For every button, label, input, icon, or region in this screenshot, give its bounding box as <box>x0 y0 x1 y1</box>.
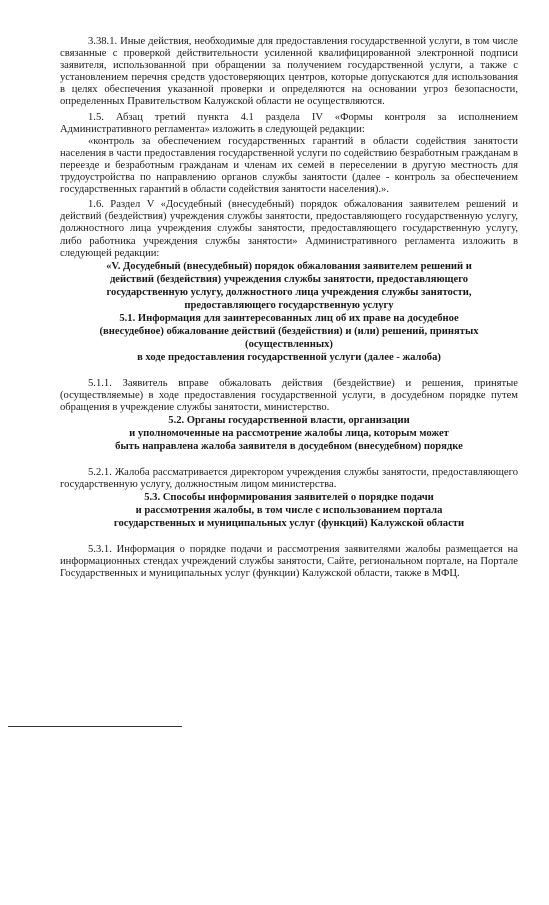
heading-line: и уполномоченные на рассмотрение жалобы лица, которым может <box>129 427 449 439</box>
paragraph-3-38-1: 3.38.1. Иные действия, необходимые для предоставления государственной услуги, в том числе связанные с проверкой действительности усиленной квалифицированной электронной подписи заявителя, использованной при обращении за получением государственной услуги, а также с установлением перечня средств удостоверяющих центров, которые допускаются для использования в целях обеспечения указанной проверки и определяются на основании угроз безопасности, определенных Правительством Калужской области не осуществляются. <box>60 36 518 108</box>
heading-5-1 <box>60 312 518 364</box>
paragraph-5-3-1: 5.3.1. Информация о порядке подачи и рассмотрения заявителями жалобы размещается на информационных стендах учреждений службы занятости, Сайте, региональном портале, на Портале Государственных и муниципальных услуг (функции) Калужской области, также в МФЦ. <box>60 544 518 580</box>
heading-line: действий (бездействия) учреждения службы занятости, предоставляющего <box>109 273 469 285</box>
heading-line: быть направлена жалоба заявителя в досудебном (внесудебном) порядке <box>115 440 463 452</box>
heading-line: (внесудебное) обжалование действий (бездействия) и (или) решений, принятых <box>99 325 479 337</box>
paragraph-5-2-1: 5.2.1. Жалоба рассматривается директором учреждения службы занятости, предоставляющего государственную услугу, должностным лицом министерства. <box>60 466 518 491</box>
heading-line: государственную услугу, должностного лица учреждения службы занятости, <box>106 286 472 298</box>
heading-line: 5.2. Органы государственной власти, организации <box>168 414 410 426</box>
paragraph-1-6: 1.6. Раздел V «Досудебный (внесудебный) порядок обжалования заявителем решений и действий (бездействия) учреждения службы занятости, предоставляющего государственную услугу, должностного лица учреждения службы занятости, предоставляющего государственную услугу, либо работника учреждения службы занятости» Административного регламента изложить в следующей редакции: <box>60 199 518 259</box>
footnote-separator <box>8 726 182 727</box>
heading-5-2 <box>60 414 518 453</box>
heading-line: предоставляющего государственную услугу <box>184 299 394 311</box>
heading-line: 5.1. Информация для заинтересованных лиц об их праве на досудебное <box>119 312 459 324</box>
heading-line: и рассмотрения жалобы, в том числе с использованием портала <box>135 505 443 517</box>
heading-line: 5.3. Способы информирования заявителей о порядке подачи <box>144 492 434 504</box>
heading-line: в ходе предоставления государственной услуги (далее - жалоба) <box>137 351 441 363</box>
document-page <box>60 36 518 580</box>
heading-line: (осуществленных) <box>245 338 333 350</box>
heading-line: «V. Досудебный (внесудебный) порядок обжалования заявителем решений и <box>106 260 472 272</box>
heading-5-3 <box>60 491 518 530</box>
paragraph-1-5: 1.5. Абзац третий пункта 4.1 раздела IV «Формы контроля за исполнением Административного регламента» изложить в следующей редакции: <box>60 111 518 135</box>
paragraph-quote: «контроль за обеспечением государственных гарантий в области содействия занятости населения в части предоставления государственной услуги по содействию безработным гражданам в переезде и безработным гражданам и членам их семей в переселении в другую местность для трудоустройства по направлению органов службы занятости (далее - контроль за обеспечением государственных гарантий в области содействия занятости населения).». <box>60 135 518 196</box>
heading-section-v <box>60 260 518 312</box>
paragraph-5-1-1: 5.1.1. Заявитель вправе обжаловать действия (бездействие) и решения, принятые (осуществляемые) в ходе предоставления государственной услуги, в досудебном порядке путем обращения в учреждение службы занятости, министерство. <box>60 377 518 413</box>
heading-line: государственных и муниципальных услуг (функций) Калужской области <box>113 518 465 530</box>
